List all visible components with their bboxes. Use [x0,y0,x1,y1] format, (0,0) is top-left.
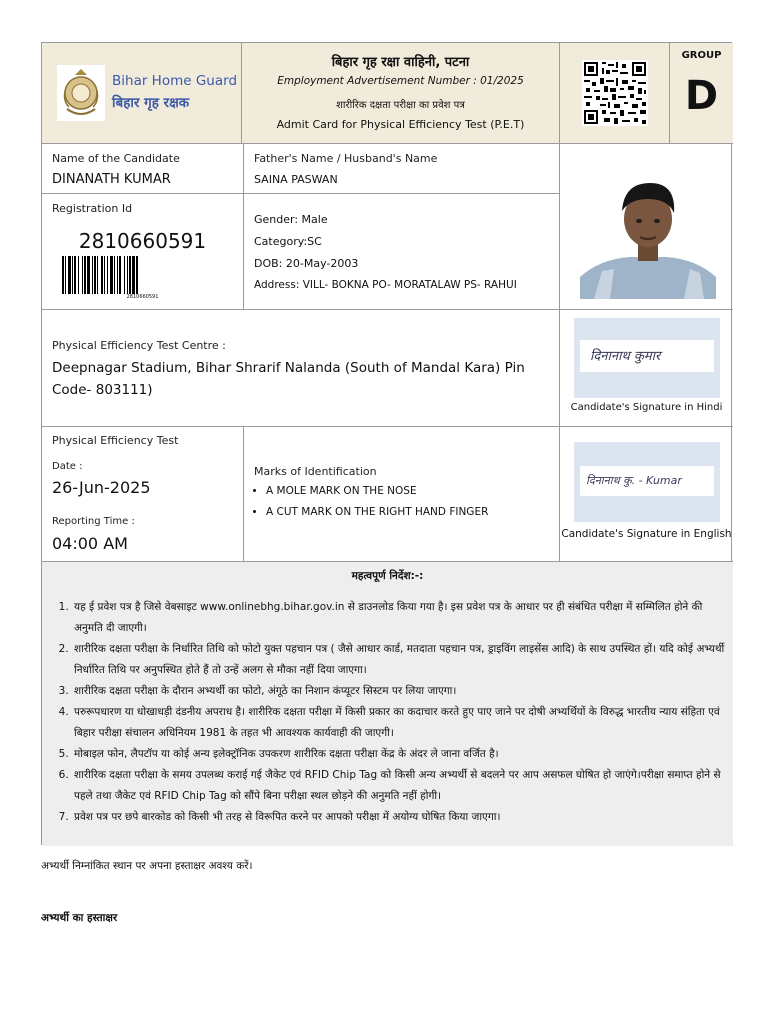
instruction-item: 3. शारीरिक दक्षता परीक्षा के दौरान अभ्यर्थी का फोटो, अंगूठे का निशान कंप्यूटर सिस्टम पर लिया जाएगा। [72,681,732,702]
name-label: Name of the Candidate [52,152,180,165]
photo-cell [559,143,733,309]
father-cell [243,143,559,193]
details-cell [243,193,559,309]
father-name: SAINA PASWAN [254,173,338,186]
instructions-heading: महत्वपूर्ण निर्देश:-: [351,570,424,582]
address: Address: VILL- BOKNA PO- MORATALAW PS- RAHUI [254,279,517,291]
hindi-signature-cell [559,309,733,426]
identification-mark: • A MOLE MARK ON THE NOSE [266,485,488,497]
registration-id: 2810660591 [78,229,207,253]
instruction-item: 5. मोबाइल फोन, लैपटॉप या कोई अन्य इलेक्ट्रॉनिक उपकरण शारीरिक दक्षता परीक्षा केंद्र के अंदर ले जाना वर्जित है। [72,744,732,765]
instruction-item: 6. शारीरिक दक्षता परीक्षा के समय उपलब्ध कराई गई जैकेट एवं RFID Chip Tag को किसी अन्य अभ्यर्थी से बदलने पर आप असफल घोषित हो जाएंगे।परीक्षा समाप्त होने से पहले तथा जैकेट एवं RFID Chip Tag को सौंपे बिना परीक्षा स्थल छोड़ने की अनुमति नहीं होगी। [72,765,732,807]
english-signature-caption: Candidate's Signature in English [561,528,732,540]
candidate-photo [580,169,716,299]
group-label: GROUP [681,50,722,61]
father-label: Father's Name / Husband's Name [254,152,438,165]
instruction-item: 1. यह ई प्रवेश पत्र है जिसे वेबसाइट www.onlinebhg.bihar.gov.in से डाउनलोड किया गया है। इस प्रवेश पत्र के आधार पर ही संबंधित परीक्षा में सम्मिलित होने की अनुमति दी जाएगी। [72,597,732,639]
test-cell [42,426,243,561]
hindi-signature-box [574,318,720,398]
test-title: Physical Efficiency Test [52,434,179,447]
org-title: बिहार गृह रक्षा वाहिनी, पटना [331,55,470,70]
hindi-signature-strip [580,340,714,372]
reporting-time-label: Reporting Time : [52,516,135,527]
centre-value: Deepnagar Stadium, Bihar Shrarif Nalanda (South of Mandal Kara) Pin Code- 803111) [52,360,525,398]
logo-title-hi: बिहार गृह रक्षक [112,95,190,111]
english-signature-box [574,442,720,522]
name-cell [42,143,243,193]
group-cell [669,43,733,143]
instruction-item: 2. शारीरिक दक्षता परीक्षा के निर्धारित तिथि को फोटो युक्त पहचान पत्र ( जैसे आधार कार्ड, मतदाता पहचान पत्र, ड्राइविंग लाइसेंस आदि) के साथ उपस्थित हों। यदि कोई अभ्यर्थी निर्धारित तिथि पर अनुपस्थित होते हैं तो उन्हें अलग से मौका नहीं दिया जाएगा। [72,639,732,681]
instruction-item: 4. परुरूपधारण या धोखाधड़ी दंडनीय अपराध है। शारीरिक दक्षता परीक्षा में किसी प्रकार का कदाचार करते हुए पाए जाने पर दोषी अभ्यर्थियों के विरुद्ध भारतीय न्याय संहिता एवं बिहार परीक्षा संचालन अधिनियम 1981 के तहत भी आवश्यक कार्यवाही की जाएगी। [72,702,732,744]
candidate-name: DINANATH KUMAR [52,172,171,187]
signature-note: अभ्यर्थी निम्नांकित स्थान पर अपना हस्ताक्षर अवश्य करें। [41,860,253,872]
registration-cell [42,193,243,309]
header-title-cell [241,43,559,143]
candidate-signature-label: अभ्यर्थी का हस्ताक्षर [41,912,118,924]
logo-title-en: Bihar Home Guard [112,73,238,89]
pet-english-subtitle: Admit Card for Physical Efficiency Test (P.E.T) [276,118,525,131]
dob: DOB: 20-May-2003 [254,257,359,270]
english-signature-strip [580,466,714,496]
bihar-home-guard-emblem-icon [57,65,105,121]
marks-cell [243,426,559,561]
instructions-section [42,561,733,846]
admit-card [41,42,732,845]
registration-label: Registration Id [52,202,133,215]
qr-cell [559,43,669,143]
hindi-signature: दिनानाथ कुमार [590,349,661,364]
barcode-gap [138,256,139,294]
centre-label: Physical Efficiency Test Centre : [52,339,226,352]
english-signature: दिनानाथ कु. - Kumar [586,474,682,487]
qr-code-icon [582,60,648,126]
test-date: 26-Jun-2025 [52,478,151,497]
instruction-item: 7. प्रवेश पत्र पर छपे बारकोड को किसी भी तरह से विरूपित करने पर आपको परीक्षा में अयोग्य घोषित किया जाएगा। [72,807,732,828]
identification-mark: • A CUT MARK ON THE RIGHT HAND FINGER [266,506,488,518]
registration-barcode [62,256,232,294]
date-label: Date : [52,461,83,472]
barcode-text: 2810660591 [126,294,159,300]
group-value: D [684,73,719,119]
pet-hindi-subtitle: शारीरिक दक्षता परीक्षा का प्रवेश पत्र [336,100,465,111]
category: Category:SC [254,235,322,248]
reporting-time: 04:00 AM [52,534,128,553]
hindi-signature-caption: Candidate's Signature in Hindi [570,402,723,413]
marks-label: Marks of Identification [254,465,377,478]
identification-marks-list [254,485,488,527]
gender: Gender: Male [254,213,328,226]
advert-number: Employment Advertisement Number : 01/2025 [277,75,524,87]
header-logo-cell [42,43,241,143]
instructions-list [42,597,732,828]
centre-cell [42,309,559,426]
english-signature-cell [559,426,733,561]
